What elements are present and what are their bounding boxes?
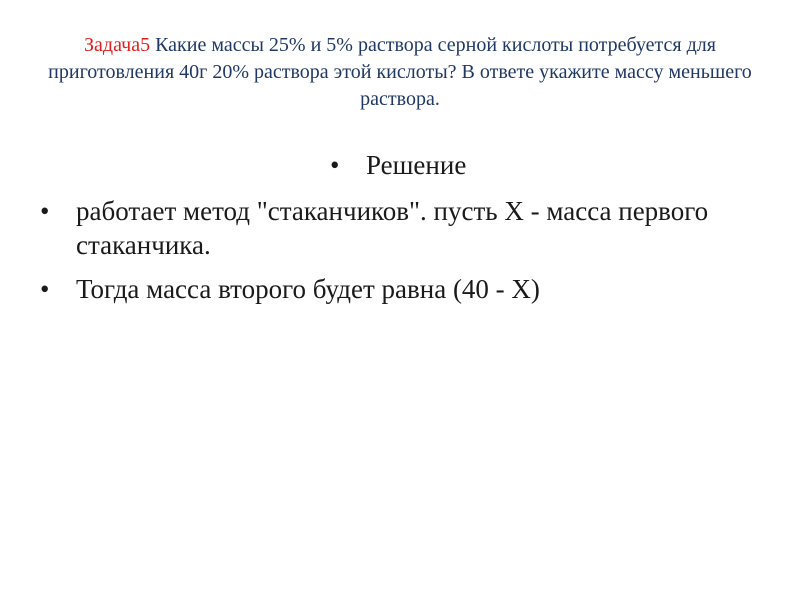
problem-text: Какие массы 25% и 5% раствора серной кислоты потребуется для приготовления 40г 20% раствора этой кислоты? В ответе укажите массу меньшего раствора. [48,34,752,110]
bullet-second-mass: • Тогда масса второго будет равна (40 - X) [40,272,740,306]
bullet-solution-heading: • Решение [330,148,740,182]
problem-label: Задача5 [84,34,151,56]
problem-title [40,32,760,113]
solution-body [40,148,740,316]
bullet-method: • работает метод "стаканчиков". пусть X - масса первого стаканчика. [40,194,740,262]
